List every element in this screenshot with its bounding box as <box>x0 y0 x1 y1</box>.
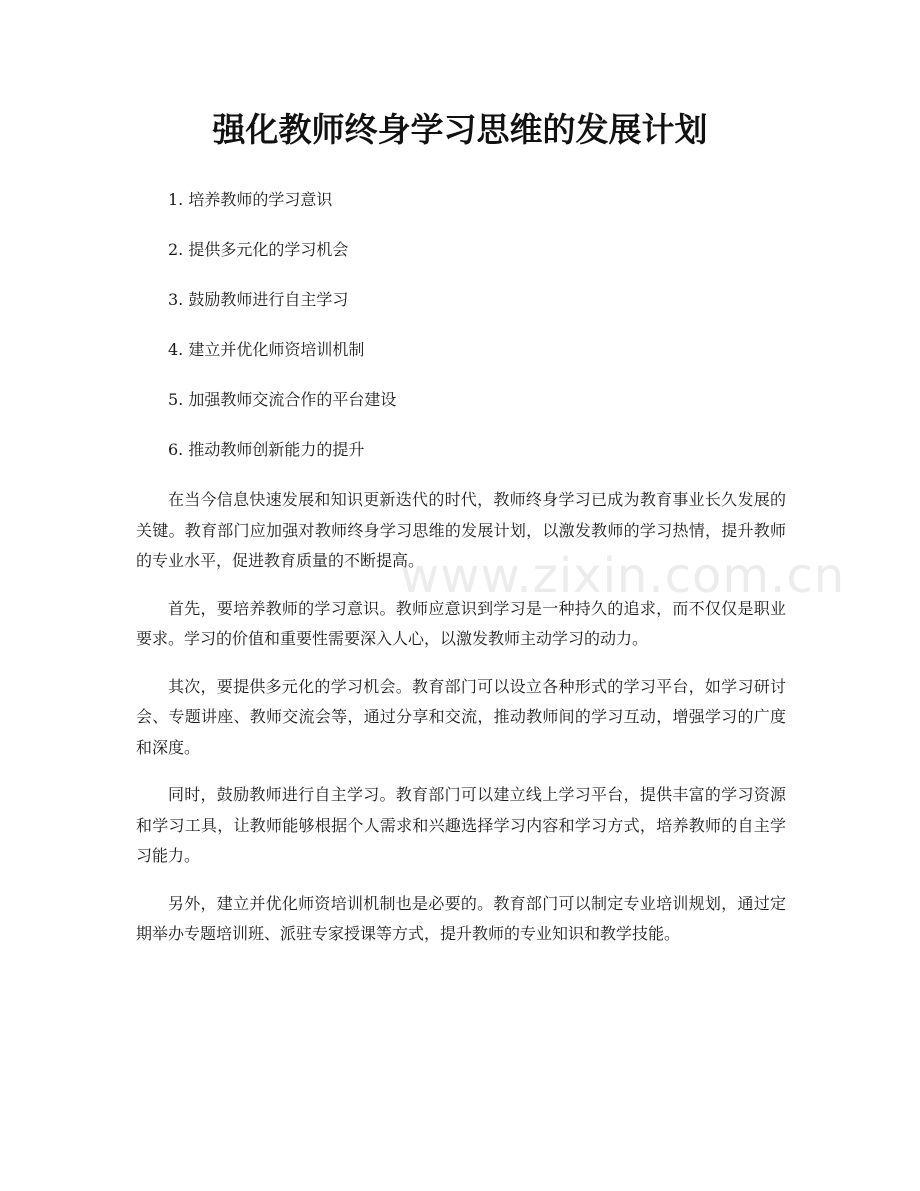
paragraph-intro: 在当今信息快速发展和知识更新迭代的时代，教师终身学习已成为教育事业长久发展的关键。教育部门应加强对教师终身学习思维的发展计划，以激发教师的学习热情，提升教师的专业水平，促进教育质量的不断提高。 <box>136 490 786 570</box>
outline-item: 6. 推动教师创新能力的提升 <box>168 440 365 459</box>
paragraph-training-mechanism: 另外，建立并优化师资培训机制也是必要的。教育部门可以制定专业培训规划，通过定期举办专题培训班、派驻专家授课等方式，提升教师的专业知识和教学技能。 <box>136 893 786 943</box>
outline-item: 1. 培养教师的学习意识 <box>168 190 333 209</box>
outline-item: 5. 加强教师交流合作的平台建设 <box>168 390 397 409</box>
outline-item: 2. 提供多元化的学习机会 <box>168 240 349 259</box>
outline-list <box>168 185 788 485</box>
outline-item: 3. 鼓励教师进行自主学习 <box>168 290 349 309</box>
watermark: www.zixin.com.cn <box>400 548 846 604</box>
document-title: 强化教师终身学习思维的发展计划 <box>212 110 708 149</box>
paragraph-self-learning: 同时，鼓励教师进行自主学习。教育部门可以建立线上学习平台，提供丰富的学习资源和学习工具，让教师能够根据个人需求和兴趣选择学习内容和学习方式，培养教师的自主学习能力。 <box>136 785 786 865</box>
document-body <box>136 485 786 967</box>
outline-item: 4. 建立并优化师资培训机制 <box>168 340 365 359</box>
paragraph-learning-awareness: 首先，要培养教师的学习意识。教师应意识到学习是一种持久的追求，而不仅仅是职业要求。学习的价值和重要性需要深入人心，以激发教师主动学习的动力。 <box>136 598 786 648</box>
paragraph-learning-opportunities: 其次，要提供多元化的学习机会。教育部门可以设立各种形式的学习平台，如学习研讨会、专题讲座、教师交流会等，通过分享和交流，推动教师间的学习互动，增强学习的广度和深度。 <box>136 676 786 757</box>
